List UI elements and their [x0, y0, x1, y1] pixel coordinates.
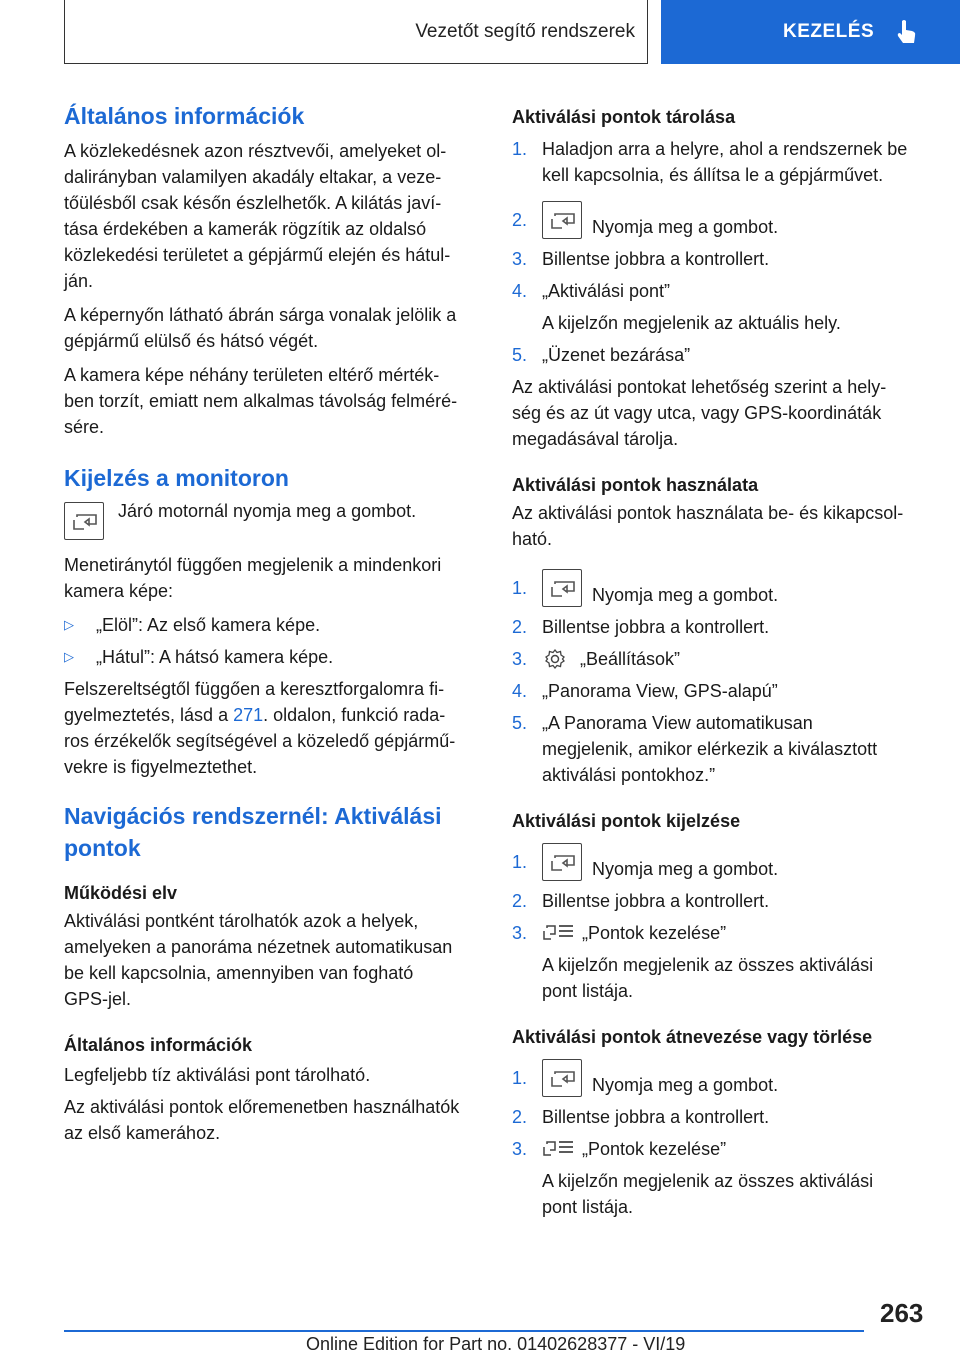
step-item: 2. Billentse jobbra a kontrollert. — [512, 617, 770, 637]
step-item: 2. Billentse jobbra a kontrollert. — [512, 1107, 770, 1127]
step-item: 5. „Üzenet bezárása” — [512, 345, 691, 365]
heading-nav-activation: Navigációs rendszernél: Aktiválási pontok — [64, 803, 442, 861]
step-item: 1. Nyomja meg a gombot. — [512, 568, 924, 608]
triangle-bullet-icon: ▷ — [64, 649, 74, 664]
step-item: 3. „Pontok kezelése” A kijelzőn megjelenik az összes aktiválási pont listája. — [512, 923, 874, 1001]
paragraph-general: A közlekedésnek azon résztvevői, amelyeket ol- dalirányban valamilyen akadály eltakar, a veze- tőülésből csak későn észlelhetők. A kilátás javí- tása érdekében a kamerák rögzítik az oldalsó közlekedési területet a gépjármű elején és hátul- ján. — [64, 141, 451, 291]
camera-button-icon — [542, 1059, 582, 1097]
press-button-row: Járó motornál nyomja meg a gombot. — [64, 502, 480, 540]
paragraph-store-info: Az aktiválási pontokat lehetőség szerint a hely- ség és az út vagy utca, vagy GPS-koordináták megadásával tárolja. — [512, 377, 887, 449]
paragraph-yellow-lines: A képernyőn látható ábrán sárga vonalak jelölik a gépjármű elülső és hátsó végét. — [64, 305, 457, 351]
footer-divider — [64, 1330, 864, 1332]
step-item: 2. Billentse jobbra a kontrollert. — [512, 891, 770, 911]
step-item: 3. Billentse jobbra a kontrollert. — [512, 249, 770, 269]
camera-button-icon — [542, 569, 582, 607]
section-title: Vezetőt segítő rendszerek — [415, 20, 635, 42]
step-item: 3. „Pontok kezelése” A kijelzőn megjelenik az összes aktiválási pont listája. — [512, 1139, 874, 1217]
paragraph-cross-traffic: Felszereltségtől függően a keresztforgalomra fi- gyelmeztetés, lásd a 271. oldalon, funkció rada- ros érzékelők segítségével a közeledő gépjármű- vekre is figyelmeztethet. — [64, 679, 456, 777]
heading-use-points: Aktiválási pontok használata — [512, 475, 759, 495]
chapter-title: KEZELÉS — [783, 21, 875, 42]
step-item: 1. Haladjon arra a helyre, ahol a rendszernek be kell kapcsolnia, és állítsa le a gépjárművet. — [512, 139, 908, 185]
paragraph-distortion: A kamera képe néhány területen eltérő mérték- ben torzít, emiatt nem alkalmas távolság felméré- sére. — [64, 365, 458, 437]
right-column — [512, 104, 924, 1220]
heading-monitor-display: Kijelzés a monitoron — [64, 465, 289, 491]
step-item: 3. „Beállítások” — [512, 649, 681, 669]
paragraph-principle: Aktiválási pontként tárolhatók azok a helyek, amelyeken a panoráma nézetnek automatikusan be kell kapcsolnia, amennyiben van fogható GPS-jel. — [64, 911, 453, 1009]
heading-rename-points: Aktiválási pontok átnevezése vagy törlése — [512, 1027, 873, 1047]
camera-button-icon — [542, 843, 582, 881]
paragraph-direction: Menetiránytól függően megjelenik a mindenkori kamera képe: — [64, 555, 442, 601]
page-number: 263 — [880, 1298, 924, 1328]
header-chapter-tab[interactable] — [661, 0, 960, 64]
left-column — [64, 100, 480, 1146]
footer-edition: Online Edition for Part no. 01402628377 - VI/19 — [306, 1334, 686, 1354]
paragraph-max-points: Legfeljebb tíz aktiválási pont tárolható. — [64, 1065, 371, 1085]
heading-principle: Működési elv — [64, 883, 178, 903]
step-item: 4. „Aktiválási pont” A kijelzőn megjelenik az aktuális hely. — [512, 281, 841, 333]
step-item: 2. Nyomja meg a gombot. — [512, 200, 924, 240]
step-item: 5. „A Panorama View automatikusan megjelenik, amikor elérkezik a kiválasztott aktiválási pontokhoz.” — [512, 713, 878, 785]
paragraph-usage-forward: Az aktiválási pontok előremenetben használhatók az első kamerához. — [64, 1097, 460, 1143]
heading-general-info: Általános információk — [64, 103, 305, 129]
header-section-title — [64, 0, 648, 64]
step-item: 4. „Panorama View, GPS-alapú” — [512, 681, 778, 701]
manage-points-icon — [542, 1139, 574, 1159]
hand-pointer-icon — [896, 19, 918, 45]
gear-icon — [544, 648, 566, 670]
camera-button-icon — [64, 502, 104, 540]
list-item: ▷ „Elöl”: Az első kamera képe. — [64, 612, 480, 638]
camera-button-icon — [542, 201, 582, 239]
step-item: 1. Nyomja meg a gombot. — [512, 842, 924, 882]
paragraph-usage: Az aktiválási pontok használata be- és kikapcsol- ható. — [512, 503, 904, 549]
step-item: 1. Nyomja meg a gombot. — [512, 1058, 924, 1098]
heading-general-info-2: Általános információk — [64, 1035, 253, 1055]
page-link-271[interactable]: 271 — [233, 705, 264, 725]
list-item: ▷ „Hátul”: A hátsó kamera képe. — [64, 644, 480, 670]
heading-show-points: Aktiválási pontok kijelzése — [512, 811, 741, 831]
manage-points-icon — [542, 923, 574, 943]
heading-store-points: Aktiválási pontok tárolása — [512, 107, 736, 127]
triangle-bullet-icon: ▷ — [64, 617, 74, 632]
